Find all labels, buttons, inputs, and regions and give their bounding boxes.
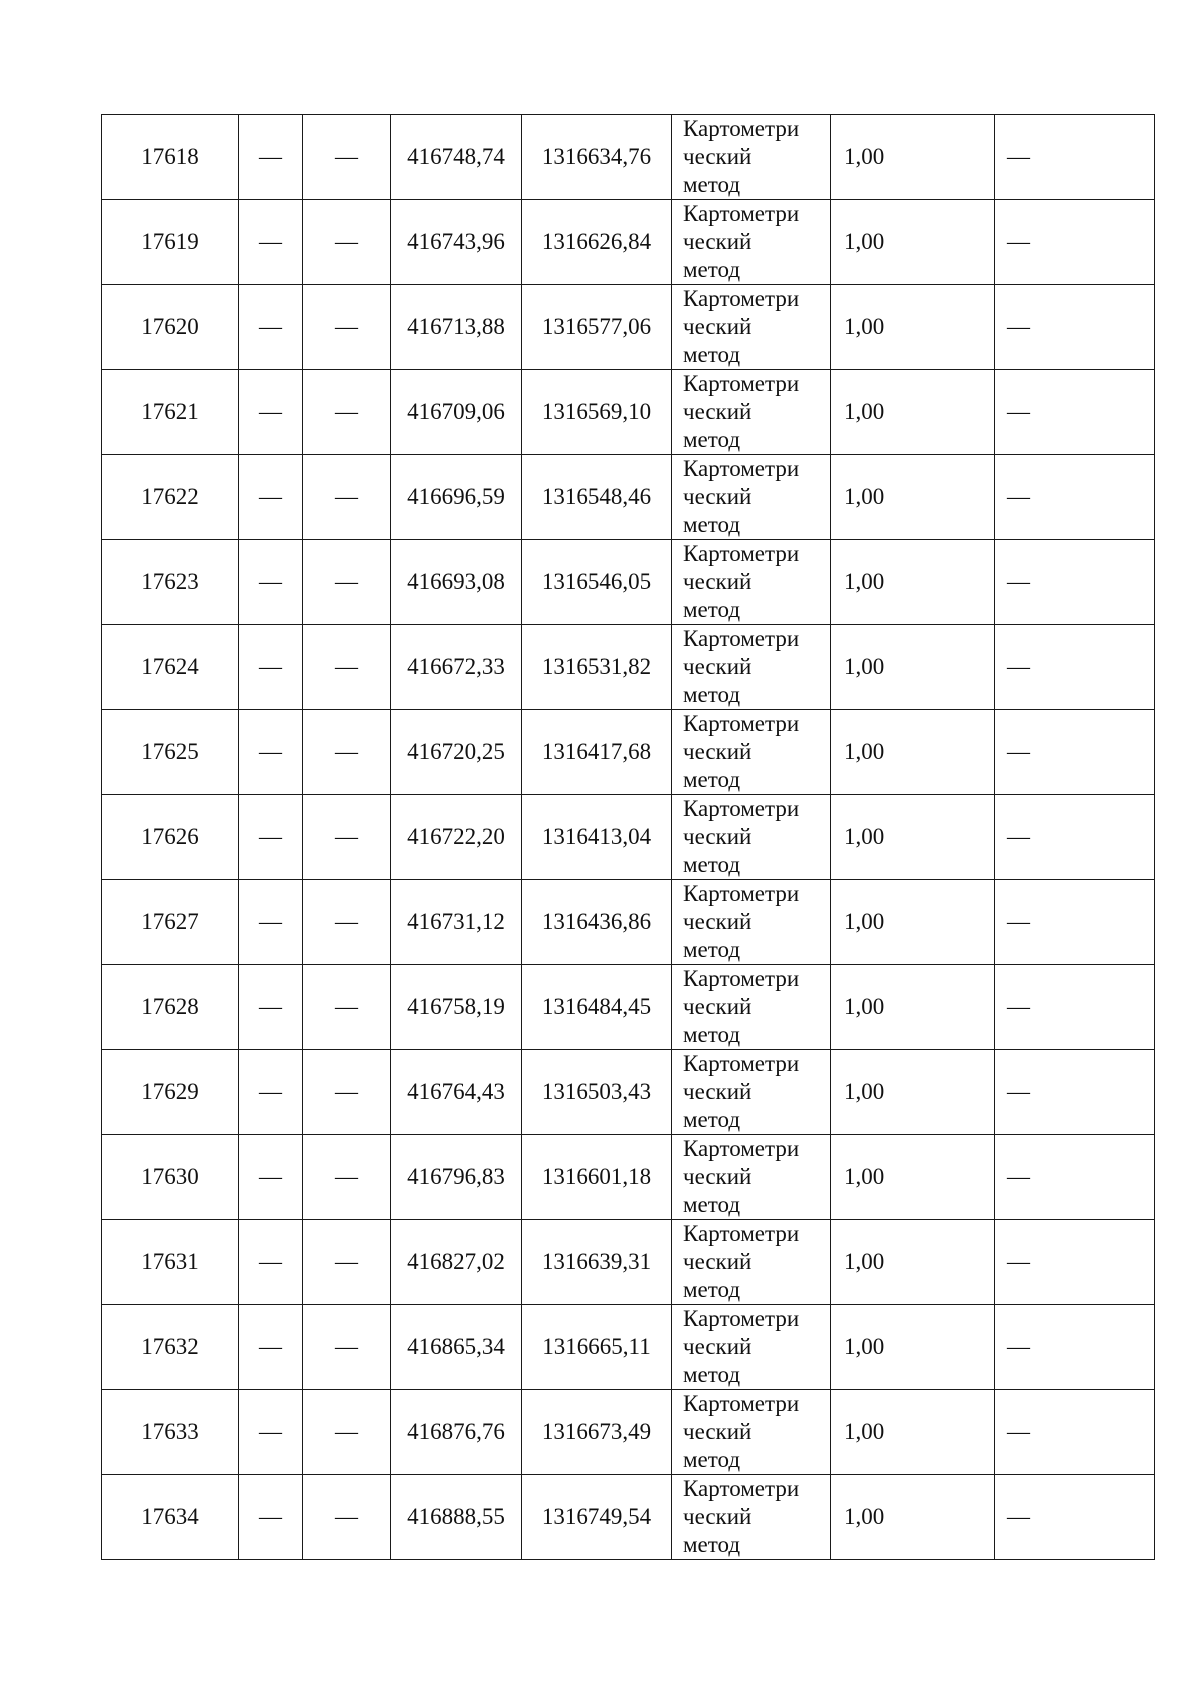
- accuracy-cell: 1,00: [831, 370, 995, 455]
- accuracy-cell: 1,00: [831, 795, 995, 880]
- empty-dash-cell: —: [303, 1390, 391, 1475]
- method-text-line: ческий: [683, 824, 752, 849]
- method-text-line: Картометри: [683, 1136, 800, 1161]
- accuracy-cell: 1,00: [831, 1475, 995, 1560]
- coordinate-x-cell: 416709,06: [391, 370, 522, 455]
- coordinate-x-cell: 416720,25: [391, 710, 522, 795]
- coordinate-y-cell: 1316546,05: [522, 540, 672, 625]
- empty-dash-cell: —: [995, 115, 1155, 200]
- empty-dash-cell: —: [303, 1475, 391, 1560]
- empty-dash-cell: —: [303, 540, 391, 625]
- point-number-cell: 17629: [102, 1050, 239, 1135]
- method-text-line: ческий: [683, 1334, 752, 1359]
- method-text-line: метод: [683, 852, 741, 877]
- empty-dash-cell: —: [239, 880, 303, 965]
- table-row: [102, 285, 1155, 370]
- method-text-line: Картометри: [683, 796, 800, 821]
- point-number-cell: 17628: [102, 965, 239, 1050]
- empty-dash-cell: —: [995, 795, 1155, 880]
- table-row: [102, 1475, 1155, 1560]
- method-text-line: Картометри: [683, 1391, 800, 1416]
- empty-dash-cell: —: [303, 1050, 391, 1135]
- empty-dash-cell: —: [303, 1305, 391, 1390]
- method-cell: [672, 1475, 831, 1560]
- method-text-line: Картометри: [683, 286, 800, 311]
- coordinate-x-cell: 416722,20: [391, 795, 522, 880]
- coordinate-x-cell: 416764,43: [391, 1050, 522, 1135]
- empty-dash-cell: —: [995, 880, 1155, 965]
- empty-dash-cell: —: [239, 540, 303, 625]
- empty-dash-cell: —: [303, 625, 391, 710]
- empty-dash-cell: —: [303, 115, 391, 200]
- method-cell: [672, 1390, 831, 1475]
- coordinates-table: [101, 114, 1155, 1560]
- empty-dash-cell: —: [995, 455, 1155, 540]
- table-row: [102, 1390, 1155, 1475]
- empty-dash-cell: —: [239, 795, 303, 880]
- coordinate-y-cell: 1316665,11: [522, 1305, 672, 1390]
- coordinate-x-cell: 416693,08: [391, 540, 522, 625]
- point-number-cell: 17622: [102, 455, 239, 540]
- method-cell: [672, 625, 831, 710]
- coordinate-y-cell: 1316626,84: [522, 200, 672, 285]
- coordinate-x-cell: 416696,59: [391, 455, 522, 540]
- method-cell: [672, 1305, 831, 1390]
- method-text-line: Картометри: [683, 456, 800, 481]
- method-text-line: ческий: [683, 484, 752, 509]
- method-text-line: Картометри: [683, 371, 800, 396]
- accuracy-cell: 1,00: [831, 200, 995, 285]
- method-text-line: ческий: [683, 994, 752, 1019]
- coordinate-x-cell: 416888,55: [391, 1475, 522, 1560]
- coordinate-y-cell: 1316673,49: [522, 1390, 672, 1475]
- method-text-line: метод: [683, 1362, 741, 1387]
- empty-dash-cell: —: [995, 1475, 1155, 1560]
- coordinate-y-cell: 1316569,10: [522, 370, 672, 455]
- method-text-line: ческий: [683, 1079, 752, 1104]
- coordinate-y-cell: 1316639,31: [522, 1220, 672, 1305]
- method-text-line: метод: [683, 767, 741, 792]
- method-text-line: ческий: [683, 909, 752, 934]
- empty-dash-cell: —: [995, 965, 1155, 1050]
- method-text-line: ческий: [683, 1504, 752, 1529]
- point-number-cell: 17623: [102, 540, 239, 625]
- empty-dash-cell: —: [239, 455, 303, 540]
- method-text-line: метод: [683, 512, 741, 537]
- accuracy-cell: 1,00: [831, 880, 995, 965]
- point-number-cell: 17633: [102, 1390, 239, 1475]
- coordinate-y-cell: 1316531,82: [522, 625, 672, 710]
- method-cell: [672, 880, 831, 965]
- method-text-line: метод: [683, 1022, 741, 1047]
- table-body: [102, 115, 1155, 1560]
- empty-dash-cell: —: [303, 455, 391, 540]
- coordinate-y-cell: 1316484,45: [522, 965, 672, 1050]
- table-row: [102, 880, 1155, 965]
- table-row: [102, 965, 1155, 1050]
- empty-dash-cell: —: [239, 1390, 303, 1475]
- coordinate-x-cell: 416713,88: [391, 285, 522, 370]
- table-row: [102, 1220, 1155, 1305]
- method-text-line: ческий: [683, 314, 752, 339]
- accuracy-cell: 1,00: [831, 1220, 995, 1305]
- coordinate-x-cell: 416827,02: [391, 1220, 522, 1305]
- accuracy-cell: 1,00: [831, 710, 995, 795]
- empty-dash-cell: —: [995, 1220, 1155, 1305]
- table-row: [102, 1050, 1155, 1135]
- empty-dash-cell: —: [239, 1305, 303, 1390]
- empty-dash-cell: —: [303, 200, 391, 285]
- accuracy-cell: 1,00: [831, 625, 995, 710]
- empty-dash-cell: —: [303, 710, 391, 795]
- empty-dash-cell: —: [239, 115, 303, 200]
- point-number-cell: 17631: [102, 1220, 239, 1305]
- empty-dash-cell: —: [303, 370, 391, 455]
- method-text-line: ческий: [683, 1419, 752, 1444]
- method-text-line: метод: [683, 1447, 741, 1472]
- point-number-cell: 17634: [102, 1475, 239, 1560]
- coordinate-x-cell: 416731,12: [391, 880, 522, 965]
- method-text-line: Картометри: [683, 881, 800, 906]
- method-text-line: ческий: [683, 229, 752, 254]
- coordinate-x-cell: 416865,34: [391, 1305, 522, 1390]
- empty-dash-cell: —: [995, 1305, 1155, 1390]
- method-text-line: ческий: [683, 739, 752, 764]
- empty-dash-cell: —: [995, 1390, 1155, 1475]
- method-text-line: метод: [683, 597, 741, 622]
- method-cell: [672, 370, 831, 455]
- point-number-cell: 17630: [102, 1135, 239, 1220]
- table-row: [102, 1305, 1155, 1390]
- point-number-cell: 17627: [102, 880, 239, 965]
- point-number-cell: 17618: [102, 115, 239, 200]
- empty-dash-cell: —: [303, 285, 391, 370]
- table-row: [102, 710, 1155, 795]
- accuracy-cell: 1,00: [831, 1305, 995, 1390]
- accuracy-cell: 1,00: [831, 1135, 995, 1220]
- accuracy-cell: 1,00: [831, 455, 995, 540]
- coordinate-y-cell: 1316548,46: [522, 455, 672, 540]
- method-text-line: метод: [683, 257, 741, 282]
- empty-dash-cell: —: [239, 965, 303, 1050]
- method-cell: [672, 1050, 831, 1135]
- method-text-line: Картометри: [683, 1051, 800, 1076]
- empty-dash-cell: —: [239, 370, 303, 455]
- coordinate-y-cell: 1316601,18: [522, 1135, 672, 1220]
- method-cell: [672, 710, 831, 795]
- table-row: [102, 370, 1155, 455]
- method-text-line: Картометри: [683, 201, 800, 226]
- empty-dash-cell: —: [995, 285, 1155, 370]
- empty-dash-cell: —: [239, 1050, 303, 1135]
- method-cell: [672, 285, 831, 370]
- method-text-line: метод: [683, 342, 741, 367]
- method-text-line: метод: [683, 682, 741, 707]
- method-text-line: ческий: [683, 569, 752, 594]
- method-cell: [672, 455, 831, 540]
- method-text-line: Картометри: [683, 966, 800, 991]
- empty-dash-cell: —: [995, 1135, 1155, 1220]
- coordinate-x-cell: 416796,83: [391, 1135, 522, 1220]
- method-text-line: метод: [683, 1107, 741, 1132]
- method-text-line: Картометри: [683, 626, 800, 651]
- accuracy-cell: 1,00: [831, 1390, 995, 1475]
- method-text-line: Картометри: [683, 1221, 800, 1246]
- empty-dash-cell: —: [303, 880, 391, 965]
- coordinate-y-cell: 1316577,06: [522, 285, 672, 370]
- method-cell: [672, 965, 831, 1050]
- empty-dash-cell: —: [303, 1135, 391, 1220]
- empty-dash-cell: —: [995, 370, 1155, 455]
- empty-dash-cell: —: [995, 1050, 1155, 1135]
- table-row: [102, 455, 1155, 540]
- empty-dash-cell: —: [995, 625, 1155, 710]
- coordinate-x-cell: 416748,74: [391, 115, 522, 200]
- coordinate-y-cell: 1316413,04: [522, 795, 672, 880]
- coordinate-y-cell: 1316634,76: [522, 115, 672, 200]
- point-number-cell: 17624: [102, 625, 239, 710]
- empty-dash-cell: —: [239, 710, 303, 795]
- accuracy-cell: 1,00: [831, 540, 995, 625]
- method-cell: [672, 540, 831, 625]
- point-number-cell: 17626: [102, 795, 239, 880]
- method-text-line: ческий: [683, 1164, 752, 1189]
- method-text-line: метод: [683, 172, 741, 197]
- method-cell: [672, 115, 831, 200]
- method-text-line: ческий: [683, 399, 752, 424]
- method-text-line: Картометри: [683, 116, 800, 141]
- table-row: [102, 540, 1155, 625]
- coordinate-x-cell: 416743,96: [391, 200, 522, 285]
- empty-dash-cell: —: [995, 710, 1155, 795]
- method-text-line: Картометри: [683, 541, 800, 566]
- coordinate-y-cell: 1316749,54: [522, 1475, 672, 1560]
- method-text-line: метод: [683, 1532, 741, 1557]
- accuracy-cell: 1,00: [831, 115, 995, 200]
- coordinate-x-cell: 416758,19: [391, 965, 522, 1050]
- method-text-line: метод: [683, 1192, 741, 1217]
- coordinate-y-cell: 1316503,43: [522, 1050, 672, 1135]
- point-number-cell: 17620: [102, 285, 239, 370]
- empty-dash-cell: —: [239, 1220, 303, 1305]
- point-number-cell: 17621: [102, 370, 239, 455]
- empty-dash-cell: —: [239, 1135, 303, 1220]
- empty-dash-cell: —: [995, 200, 1155, 285]
- point-number-cell: 17632: [102, 1305, 239, 1390]
- coordinate-y-cell: 1316417,68: [522, 710, 672, 795]
- method-text-line: Картометри: [683, 1306, 800, 1331]
- accuracy-cell: 1,00: [831, 1050, 995, 1135]
- method-text-line: Картометри: [683, 711, 800, 736]
- coordinate-x-cell: 416876,76: [391, 1390, 522, 1475]
- method-text-line: ческий: [683, 1249, 752, 1274]
- empty-dash-cell: —: [303, 795, 391, 880]
- empty-dash-cell: —: [239, 285, 303, 370]
- table-row: [102, 1135, 1155, 1220]
- empty-dash-cell: —: [303, 965, 391, 1050]
- empty-dash-cell: —: [239, 200, 303, 285]
- accuracy-cell: 1,00: [831, 285, 995, 370]
- empty-dash-cell: —: [239, 1475, 303, 1560]
- method-cell: [672, 795, 831, 880]
- method-cell: [672, 1220, 831, 1305]
- table-row: [102, 115, 1155, 200]
- empty-dash-cell: —: [239, 625, 303, 710]
- point-number-cell: 17619: [102, 200, 239, 285]
- method-text-line: метод: [683, 937, 741, 962]
- method-text-line: метод: [683, 427, 741, 452]
- method-cell: [672, 1135, 831, 1220]
- table-row: [102, 200, 1155, 285]
- point-number-cell: 17625: [102, 710, 239, 795]
- coordinate-y-cell: 1316436,86: [522, 880, 672, 965]
- method-text-line: ческий: [683, 654, 752, 679]
- empty-dash-cell: —: [995, 540, 1155, 625]
- coordinate-x-cell: 416672,33: [391, 625, 522, 710]
- empty-dash-cell: —: [303, 1220, 391, 1305]
- method-text-line: Картометри: [683, 1476, 800, 1501]
- method-text-line: метод: [683, 1277, 741, 1302]
- table-row: [102, 625, 1155, 710]
- table-row: [102, 795, 1155, 880]
- method-cell: [672, 200, 831, 285]
- accuracy-cell: 1,00: [831, 965, 995, 1050]
- method-text-line: ческий: [683, 144, 752, 169]
